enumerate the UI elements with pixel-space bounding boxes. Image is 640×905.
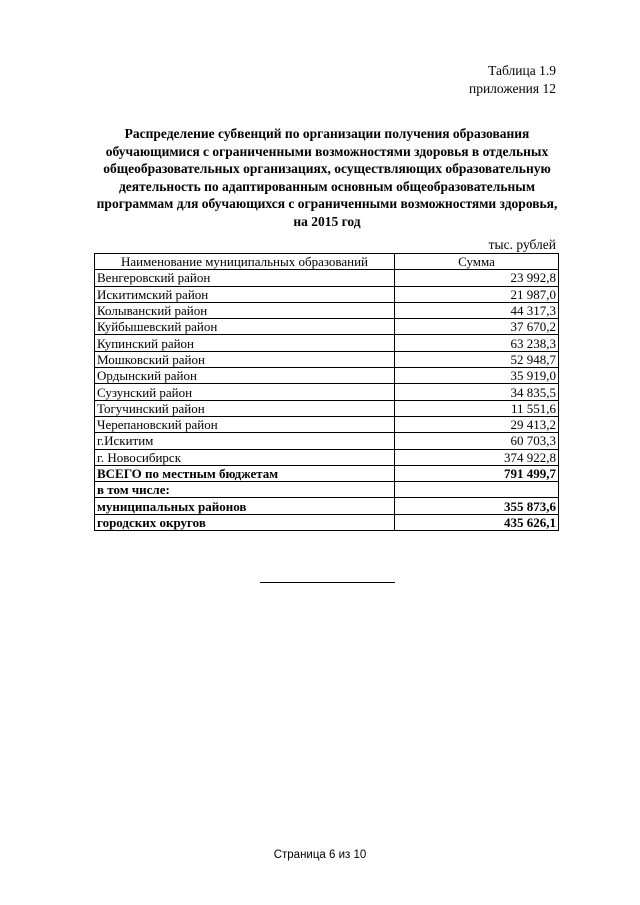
row-sum: 60 703,3 [395, 433, 559, 449]
appendix-number: приложения 12 [468, 81, 556, 96]
table-number: Таблица 1.9 [488, 63, 556, 78]
total-sum: 791 499,7 [395, 465, 559, 481]
including-sum [395, 482, 559, 498]
table-row [95, 416, 559, 432]
row-name: Мошковский район [95, 351, 395, 367]
table-row [95, 302, 559, 318]
municipal-districts-label: муниципальных районов [95, 498, 395, 514]
row-name: Черепановский район [95, 416, 395, 432]
table-row [95, 384, 559, 400]
row-name: Венгеровский район [95, 270, 395, 286]
row-name: Колыванский район [95, 302, 395, 318]
row-sum: 34 835,5 [395, 384, 559, 400]
total-label: ВСЕГО по местным бюджетам [95, 465, 395, 481]
row-sum: 21 987,0 [395, 286, 559, 302]
table-row [95, 449, 559, 465]
section-divider [260, 582, 395, 583]
table-row [95, 368, 559, 384]
row-name: Сузунский район [95, 384, 395, 400]
row-name: Тогучинский район [95, 400, 395, 416]
table-row [95, 270, 559, 286]
row-sum: 29 413,2 [395, 416, 559, 432]
municipal-districts-row [95, 498, 559, 514]
column-header-name: Наименование муниципальных образований [95, 254, 395, 270]
column-header-sum: Сумма [395, 254, 559, 270]
row-name: г.Искитим [95, 433, 395, 449]
row-sum: 11 551,6 [395, 400, 559, 416]
including-row [95, 482, 559, 498]
units-label: тыс. рублей [488, 237, 556, 252]
row-name: Искитимский район [95, 286, 395, 302]
row-name: Ордынский район [95, 368, 395, 384]
page-number: Страница 6 из 10 [273, 849, 367, 861]
row-sum: 44 317,3 [395, 302, 559, 318]
table-row [95, 351, 559, 367]
table-row [95, 319, 559, 335]
table-reference [469, 62, 556, 98]
urban-districts-sum: 435 626,1 [395, 514, 559, 530]
row-sum: 23 992,8 [395, 270, 559, 286]
row-name: г. Новосибирск [95, 449, 395, 465]
row-sum: 52 948,7 [395, 351, 559, 367]
urban-districts-label: городских округов [95, 514, 395, 530]
row-sum: 35 919,0 [395, 368, 559, 384]
municipal-districts-sum: 355 873,6 [395, 498, 559, 514]
including-label: в том числе: [95, 482, 395, 498]
table-row [95, 400, 559, 416]
table-row [95, 335, 559, 351]
total-row [95, 465, 559, 481]
subvention-table [94, 253, 559, 531]
urban-districts-row [95, 514, 559, 530]
document-title: Распределение субвенций по организации получения образования обучающимися с ограниченными возможностями здоровья в отдельных общеобразовательных организациях, осуществляющих образовательную деятельность по адаптированным основным общеобразовательным программам для обучающихся с ограниченными возможностями здоровья, на 2015 год [96, 126, 558, 229]
row-sum: 374 922,8 [395, 449, 559, 465]
row-name: Куйбышевский район [95, 319, 395, 335]
row-name: Купинский район [95, 335, 395, 351]
table-row [95, 433, 559, 449]
row-sum: 63 238,3 [395, 335, 559, 351]
table-header-row [95, 254, 559, 270]
row-sum: 37 670,2 [395, 319, 559, 335]
table-row [95, 286, 559, 302]
